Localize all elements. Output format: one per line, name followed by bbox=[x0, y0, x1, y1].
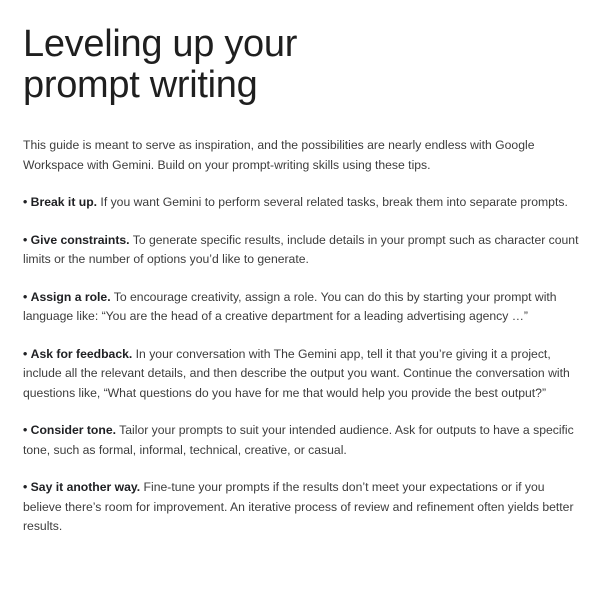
bullet-icon: • bbox=[23, 232, 28, 247]
tip-assign-a-role bbox=[23, 270, 579, 327]
tip-ask-for-feedback bbox=[23, 327, 579, 404]
tip-give-constraints bbox=[23, 213, 579, 270]
bullet-icon: • bbox=[23, 346, 28, 361]
tip-lead: Consider tone. bbox=[30, 423, 116, 437]
tips-list bbox=[23, 175, 579, 537]
page-title-line-1: Leveling up your bbox=[23, 23, 298, 65]
page-title-line-2: prompt writing bbox=[23, 64, 258, 106]
intro-paragraph: This guide is meant to serve as inspiration, and the possibilities are nearly endless with Google Workspace with Gemini. Build on your prompt-writing skills using these tips. bbox=[23, 138, 535, 172]
document-page bbox=[23, 24, 579, 537]
tip-say-it-another-way bbox=[23, 460, 579, 537]
tip-lead: Give constraints. bbox=[30, 232, 130, 247]
tip-text: If you want Gemini to perform several related tasks, break them into separate prompts. bbox=[97, 195, 568, 209]
tip-lead: Break it up. bbox=[30, 195, 98, 209]
bullet-icon: • bbox=[23, 423, 28, 437]
page-title bbox=[23, 24, 579, 106]
tip-text: Tailor your prompts to suit your intended audience. Ask for outputs to have a specific tone, such as formal, informal, technical, creative, or casual. bbox=[23, 423, 574, 457]
bullet-icon: • bbox=[23, 289, 28, 304]
bullet-icon: • bbox=[23, 480, 28, 494]
tip-text: Fine-tune your prompts if the results don’t meet your expectations or if you believe there’s room for improvement. An iterative process of review and refinement often yields better results. bbox=[23, 480, 574, 533]
tip-text: To generate specific results, include details in your prompt such as character count limits or the number of options you’d like to generate. bbox=[23, 232, 579, 266]
tip-consider-tone bbox=[23, 403, 579, 460]
tip-lead: Ask for feedback. bbox=[30, 346, 133, 361]
tip-lead: Assign a role. bbox=[30, 289, 111, 304]
bullet-icon: • bbox=[23, 195, 28, 209]
tip-lead: Say it another way. bbox=[30, 480, 141, 494]
tip-text: In your conversation with The Gemini app, tell it that you’re giving it a project, include all the relevant details, and then describe the output you want. Continue the conversation with questions like, “What questions do you have for me that would help you provide the best output?” bbox=[23, 346, 570, 400]
tip-break-it-up bbox=[23, 175, 579, 213]
tip-text: To encourage creativity, assign a role. You can do this by starting your prompt with language like: “You are the head of a creative department for a leading advertising agency …” bbox=[23, 289, 557, 323]
